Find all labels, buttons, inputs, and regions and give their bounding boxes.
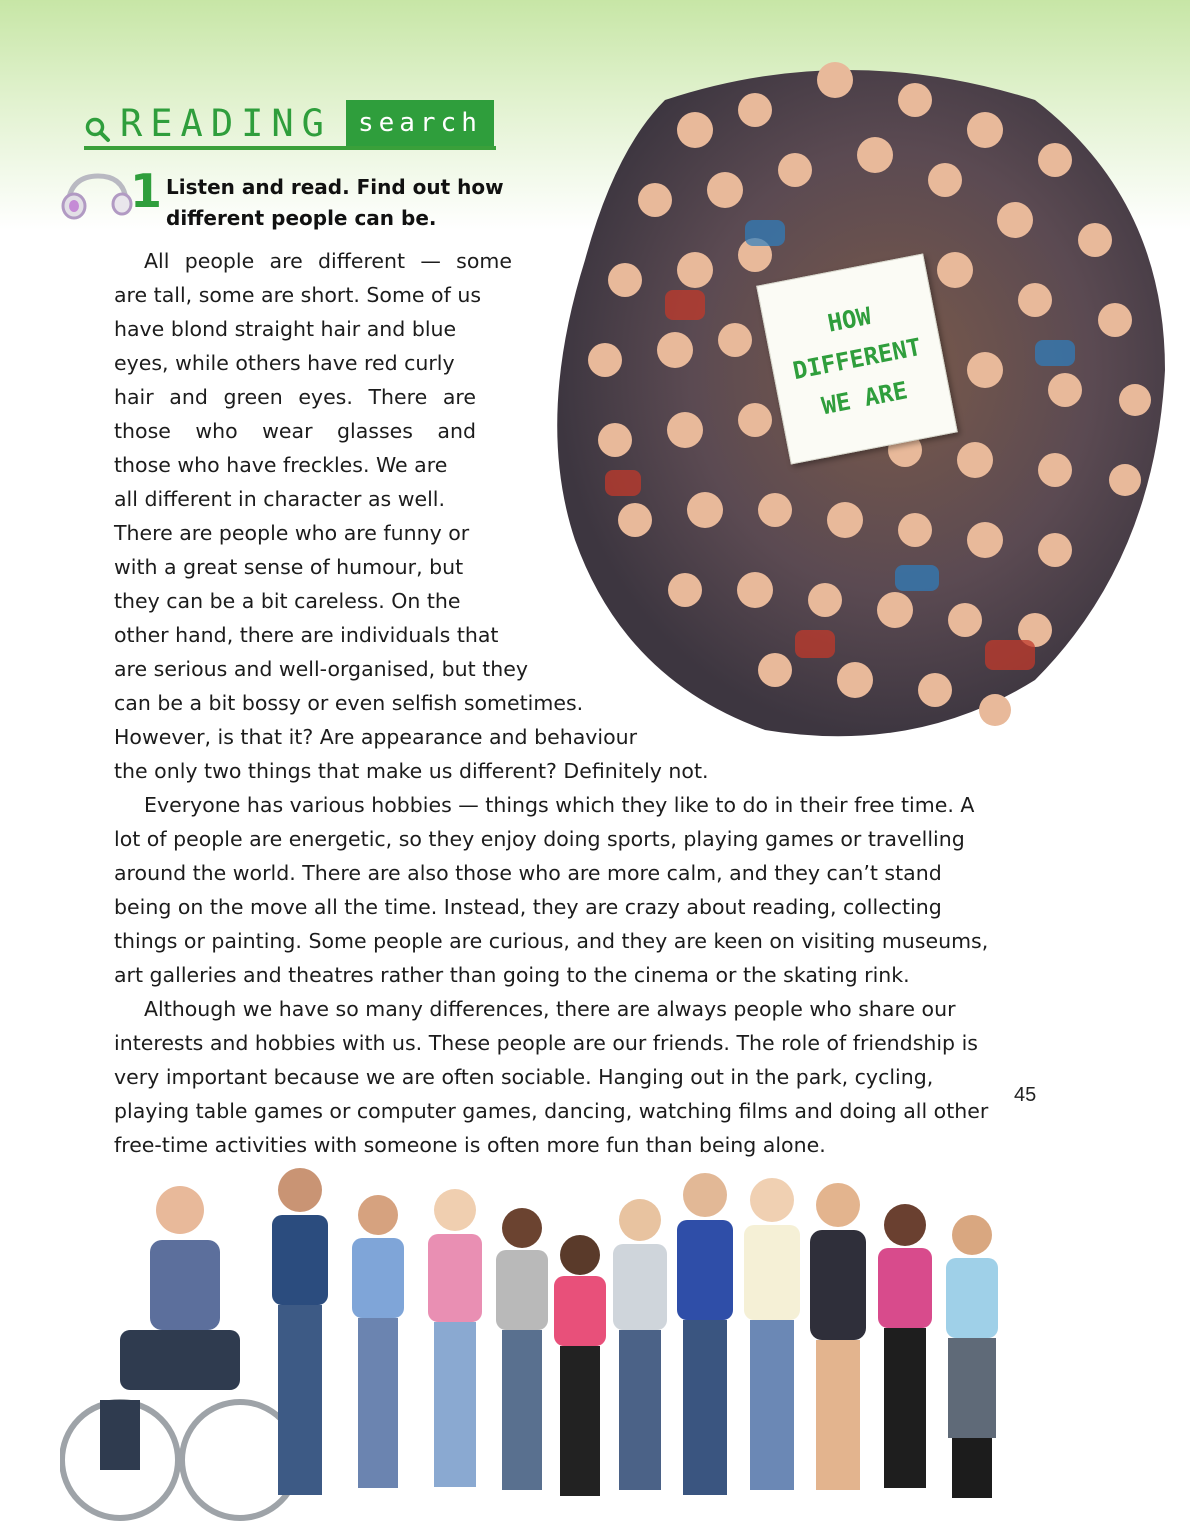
text-line: other hand, there are individuals that xyxy=(114,623,499,647)
text-line: Everyone has various hobbies — things which they like to do in their free time. A xyxy=(144,793,975,817)
page-number: 45 xyxy=(1014,1084,1037,1106)
text-line: hair and green eyes. There are xyxy=(114,385,476,409)
search-tag: search xyxy=(346,100,494,146)
text-line: with a great sense of humour, but xyxy=(114,555,464,579)
wheelchair-figure xyxy=(62,1186,298,1518)
text-line: things or painting. Some people are curious, and they are keen on visiting museums, xyxy=(114,929,989,953)
text-line: playing table games or computer games, dancing, watching films and doing all other xyxy=(114,1099,989,1123)
children-group-photo xyxy=(60,1160,1050,1525)
text-line: Although we have so many differences, there are always people who share our xyxy=(144,997,956,1021)
text-line: around the world. There are also those who are more calm, and they can’t stand xyxy=(114,861,942,885)
how-different-we-are-sign xyxy=(756,253,958,464)
paragraph-hobbies xyxy=(114,788,1042,992)
text-line: There are people who are funny or xyxy=(114,521,470,545)
task-number: 1 xyxy=(130,164,163,218)
task-instruction-line: Listen and read. Find out how xyxy=(166,175,504,199)
paragraph-appearance xyxy=(114,244,754,788)
text-line: art galleries and theatres rather than going to the cinema or the skating rink. xyxy=(114,963,910,987)
text-line: All people are different — some xyxy=(144,249,512,273)
text-line: being on the move all the time. Instead, they are crazy about reading, collecting xyxy=(114,895,942,919)
text-line: lot of people are energetic, so they enjoy doing sports, playing games or travelling xyxy=(114,827,965,851)
text-line: However, is that it? Are appearance and behaviour xyxy=(114,725,638,749)
text-line: those who have freckles. We are xyxy=(114,453,448,477)
text-line: the only two things that make us different? Definitely not. xyxy=(114,759,709,783)
text-line: free-time activities with someone is often more fun than being alone. xyxy=(114,1133,826,1157)
text-line: very important because we are often sociable. Hanging out in the park, cycling, xyxy=(114,1065,934,1089)
header-underline xyxy=(84,146,496,150)
task-instruction xyxy=(166,172,526,234)
text-line: those who wear glasses and xyxy=(114,419,476,443)
magnifier-icon xyxy=(84,109,112,137)
task-instruction-line: different people can be. xyxy=(166,206,437,230)
text-line: have blond straight hair and blue xyxy=(114,317,457,341)
sign-line: HOW xyxy=(825,301,874,338)
text-line: are serious and well-organised, but they xyxy=(114,657,528,681)
reading-heading xyxy=(84,100,346,146)
sign-line: DIFFERENT xyxy=(790,332,924,386)
reading-label: READING xyxy=(120,101,332,145)
text-line: interests and hobbies with us. These people are our friends. The role of friendship is xyxy=(114,1031,978,1055)
text-line: can be a bit bossy or even selfish sometimes. xyxy=(114,691,584,715)
text-line: eyes, while others have red curly xyxy=(114,351,455,375)
section-header xyxy=(84,100,494,146)
sign-line: WE ARE xyxy=(819,376,910,421)
text-line: they can be a bit careless. On the xyxy=(114,589,461,613)
paragraph-friendship xyxy=(114,992,1042,1162)
headphones-icon xyxy=(58,168,134,224)
text-line: are tall, some are short. Some of us xyxy=(114,283,481,307)
text-line: all different in character as well. xyxy=(114,487,445,511)
